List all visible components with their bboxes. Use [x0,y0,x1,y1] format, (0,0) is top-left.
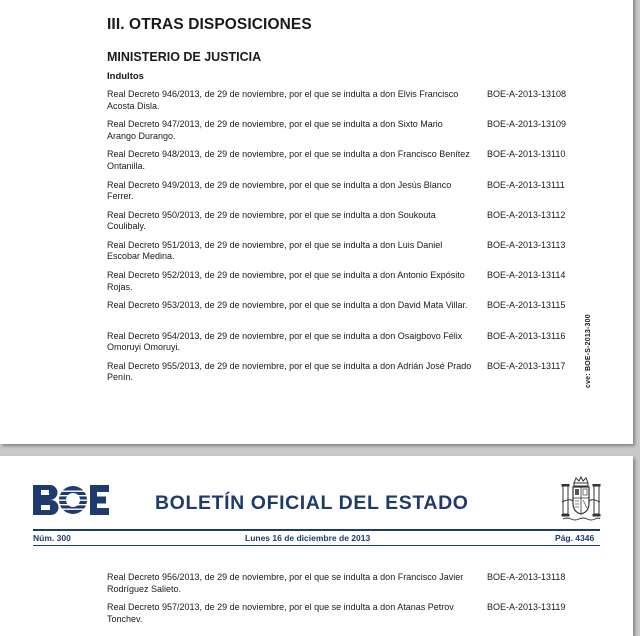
list-item [107,300,577,330]
document-page-bottom [0,456,633,636]
entry-code: BOE-A-2013-13111 [487,179,565,190]
subsection-heading: Indultos [107,71,144,82]
entry-code: BOE-A-2013-13108 [487,89,567,99]
list-item [107,149,577,179]
entry-text: Real Decreto 955/2013, de 29 de noviembre, por el que se indulta a don Adrián José Prado Penín. [107,360,472,383]
list-item [107,180,577,210]
list-item [107,89,577,119]
entry-text: Real Decreto 951/2013, de 29 de noviembre, por el que se indulta a don Luis Daniel Escobar Medina. [107,239,443,262]
entry-code: BOE-A-2013-13110 [487,149,566,160]
list-item [107,602,577,632]
issue-date: Lunes 16 de diciembre de 2013 [245,533,371,543]
list-item [107,240,577,270]
entry-code: BOE-A-2013-13115 [487,300,566,311]
entry-text: Real Decreto 946/2013, de 29 de noviembre, por el que se indulta a don Elvis Francisco Acosta Disla. [107,89,459,111]
entry-text: Real Decreto 948/2013, de 29 de noviembre, por el que se indulta a don Francisco Benítez Ontanilla. [107,149,470,171]
page-number: Pág. 4346 [555,533,595,543]
list-item [107,210,577,240]
entry-text: Real Decreto 954/2013, de 29 de noviembre, por el que se indulta a don Osaigbovo Félix Omoruyi Omoruyi. [107,330,463,352]
boe-logo-icon [33,485,109,515]
list-item [107,572,577,602]
entries-list [107,89,577,391]
list-item [107,331,577,361]
list-item [107,119,577,149]
entry-text: Real Decreto 949/2013, de 29 de noviembre, por el que se indulta a don Jesús Blanco Ferrer. [107,179,452,202]
header-rule [33,529,600,531]
entry-code: BOE-A-2013-13116 [487,330,566,341]
ministry-heading: MINISTERIO DE JUSTICIA [107,50,262,64]
entry-code: BOE-A-2013-13109 [487,119,567,130]
entry-text: Real Decreto 952/2013, de 29 de noviembre, por el que se indulta a don Antonio Expósito Rojas. [107,270,465,292]
entry-code: BOE-A-2013-13113 [487,239,566,250]
entries-list [107,572,577,632]
entry-text: Real Decreto 953/2013, de 29 de noviembre, por el que se indulta a don David Mata Villar. [107,300,468,311]
entry-code: BOE-A-2013-13114 [487,270,566,281]
entry-text: Real Decreto 957/2013, de 29 de noviembre, por el que se indulta a don Atanas Petrov Tonchev. [107,602,454,624]
journal-title: BOLETÍN OFICIAL DEL ESTADO [155,492,469,514]
issue-number: Núm. 300 [33,533,71,543]
coat-of-arms-icon [560,476,602,522]
entry-code: BOE-A-2013-13117 [487,360,566,371]
entry-text: Real Decreto 950/2013, de 29 de noviembre, por el que se indulta a don Soukouta Coulibaly. [107,209,436,232]
entry-text: Real Decreto 956/2013, de 29 de noviembre, por el que se indulta a don Francisco Javier Rodríguez Salieto. [107,572,464,594]
entry-code: BOE-A-2013-13118 [487,572,566,582]
entry-text: Real Decreto 947/2013, de 29 de noviembre, por el que se indulta a don Sixto Mario Arango Durango. [107,119,443,141]
entry-code: BOE-A-2013-13112 [487,209,566,220]
header-rule-bottom [33,545,600,546]
list-item [107,361,577,391]
list-item [107,270,577,300]
entry-code: BOE-A-2013-13119 [487,602,566,613]
section-title: III. OTRAS DISPOSICIONES [107,16,312,33]
cve-identifier: cve: BOE-S-2013-300 [585,314,592,388]
